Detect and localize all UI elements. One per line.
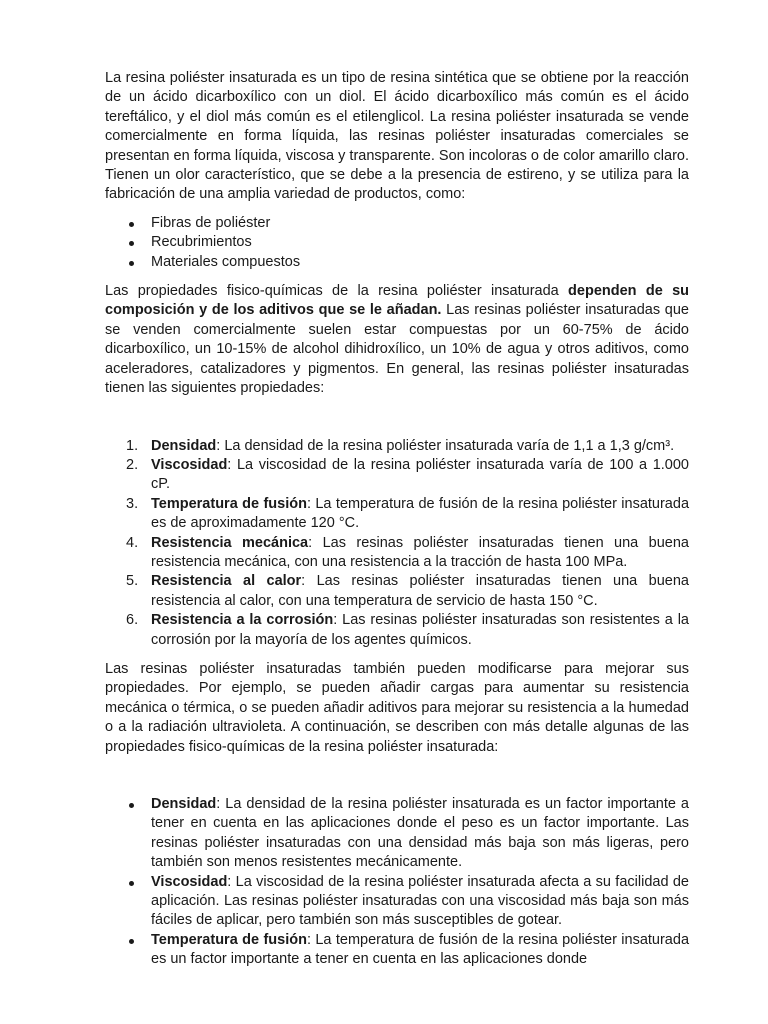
- property-text: : La densidad de la resina poliéster insaturada varía de 1,1 a 1,3 g/cm³.: [216, 437, 675, 454]
- list-item: Fibras de poliéster: [151, 214, 689, 233]
- item-number: 2.: [126, 456, 139, 473]
- property-item: [126, 437, 689, 456]
- document-page: [105, 69, 689, 970]
- details-list: [105, 795, 689, 970]
- property-term: Resistencia a la corrosión: [151, 612, 334, 629]
- detail-text: : La viscosidad de la resina poliéster insaturada afecta a su facilidad de aplicación. Las resinas poliéster insaturadas con una viscosidad más baja son más fáciles de aplicar, pero también son más susceptibles de gotear.: [151, 873, 689, 929]
- properties-intro-text: Las propiedades fisico-químicas de la resina poliéster insaturada: [105, 283, 569, 300]
- property-item: [126, 611, 689, 650]
- property-item: [126, 572, 689, 611]
- property-item: [126, 534, 689, 573]
- detail-term: Viscosidad: [151, 873, 228, 890]
- properties-intro-bold: dependen de su composición y de los aditivos que se le añadan.: [105, 283, 690, 319]
- property-term: Resistencia al calor: [151, 573, 302, 590]
- detail-text: : La densidad de la resina poliéster insaturada es un factor importante a tener en cuenta en las aplicaciones donde el peso es un factor importante. Las resinas poliéster insaturadas con una densidad más baja son más ligeras, pero también son menos resistentes mecánicamente.: [151, 796, 689, 871]
- property-term: Resistencia mecánica: [151, 534, 309, 551]
- list-item: Recubrimientos: [151, 233, 689, 252]
- list-item: Materiales compuestos: [151, 253, 689, 272]
- detail-text: : La temperatura de fusión de la resina poliéster insaturada es un factor importante a tener en cuenta en las aplicaciones donde: [151, 931, 690, 968]
- modify-paragraph: Las resinas poliéster insaturadas también pueden modificarse para mejorar sus propiedades. Por ejemplo, se pueden añadir cargas para aumentar su resistencia mecánica o térmica, o se pueden añadir aditivos para mejorar su resistencia a la humedad o a la radiación ultravioleta. A continuación, se describen con más detalle algunas de las propiedades fisico-químicas de la resina poliéster insaturada:: [105, 660, 689, 755]
- item-number: 1.: [126, 437, 139, 454]
- detail-term: Densidad: [151, 796, 217, 812]
- properties-list: [105, 437, 689, 650]
- item-number: 5.: [126, 573, 139, 590]
- item-number: 4.: [126, 534, 139, 551]
- property-text: : La temperatura de fusión de la resina poliéster insaturada es de aproximadamente 120 °C.: [151, 495, 690, 532]
- detail-item: [151, 931, 689, 970]
- property-text: : Las resinas poliéster insaturadas son resistentes a la corrosión por la mayoría de los agentes químicos.: [151, 612, 689, 648]
- intro-paragraph: La resina poliéster insaturada es un tipo de resina sintética que se obtiene por la reacción de un ácido dicarboxílico con un diol. El ácido dicarboxílico más común es el ácido tereftálico, y el diol más común es el etilenglicol. La resina poliéster insaturada se vende comercialmente en forma líquida, las resinas poliéster insaturadas comerciales se presentan en forma líquida, viscosa y transparente. Son incoloras o de color amarillo claro. Tienen un olor característico, que se debe a la presencia de estireno, y se utiliza para la fabricación de una amplia variedad de productos, como:: [105, 70, 689, 203]
- detail-item: [151, 873, 689, 931]
- detail-item: [151, 795, 689, 873]
- products-list: [105, 214, 689, 272]
- properties-intro-rest: Las resinas poliéster insaturadas que se venden comercialmente suelen estar compuestas por un 60-75% de ácido dicarboxílico, un 10-15% de alcohol dihidroxílico, un 10% de agua y otros aditivos, como aceleradores, catalizadores y pigmentos. En general, las resinas poliéster insaturadas tienen las siguientes propiedades:: [105, 302, 689, 397]
- item-number: 6.: [126, 612, 139, 629]
- property-term: Temperatura de fusión: [151, 495, 307, 512]
- property-term: Densidad: [151, 437, 217, 454]
- detail-term: Temperatura de fusión: [151, 931, 307, 948]
- property-text: : Las resinas poliéster insaturadas tienen una buena resistencia al calor, con una temperatura de servicio de hasta 150 °C.: [151, 573, 689, 609]
- property-item: [126, 495, 690, 534]
- property-text: : Las resinas poliéster insaturadas tienen una buena resistencia mecánica, con una resistencia a la tracción de hasta 100 MPa.: [151, 534, 689, 570]
- properties-intro-paragraph: [105, 282, 689, 398]
- property-text: : La viscosidad de la resina poliéster insaturada varía de 100 a 1.000 cP.: [151, 456, 689, 493]
- property-term: Viscosidad: [151, 456, 228, 473]
- property-item: [126, 456, 689, 495]
- item-number: 3.: [126, 495, 139, 512]
